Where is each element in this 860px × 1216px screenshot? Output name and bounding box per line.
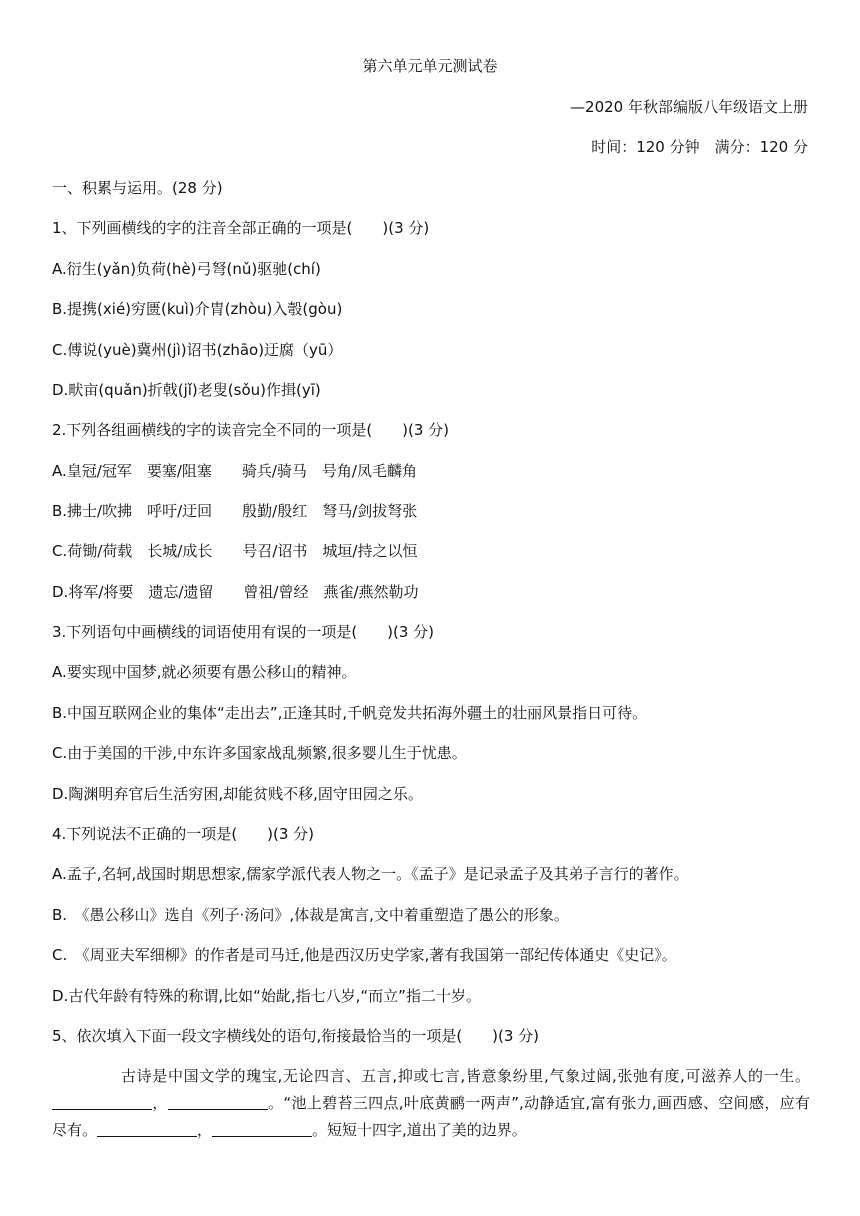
- q1-option-d: D.畎亩(quǎn)折戟(jǐ)老叟(sǒu)作揖(yī): [52, 381, 321, 399]
- q2-option-d: D.将军/将要 遗忘/遗留 曾祖/曾经 燕雀/燕然勒功: [52, 583, 419, 601]
- blank-4[interactable]: [212, 1122, 312, 1137]
- subtitle: —2020 年秋部编版八年级语文上册: [570, 98, 808, 116]
- q5-sep-2: ，: [197, 1121, 213, 1139]
- q2-option-c: C.荷锄/荷载 长城/成长 号召/诏书 城垣/持之以恒: [52, 542, 418, 560]
- time-info: 时间：120 分钟 满分：120 分: [591, 138, 808, 156]
- q4-option-b: B. 《愚公移山》选自《列子·汤问》,体裁是寓言,文中着重塑造了愚公的形象。: [52, 906, 569, 924]
- q3-option-a: A.要实现中国梦,就必须要有愚公移山的精神。: [52, 663, 357, 681]
- page-title: 第六单元单元测试卷: [362, 57, 498, 75]
- q2-option-a: A.皇冠/冠军 要塞/阻塞 骑兵/骑马 号角/凤毛麟角: [52, 462, 417, 480]
- q4-stem: 4.下列说法不正确的一项是( )(3 分): [52, 825, 315, 843]
- q5-passage: [52, 1063, 810, 1144]
- q5-passage-part2: 。“池上碧苔三四点,叶底黄鹂一两声”,动静适宜,富有张力,画西感、空间感，应有尽有。: [52, 1094, 810, 1139]
- q3-option-b: B.中国互联网企业的集体“走出去”,正逢其时,千帆竞发共拓海外疆土的壮丽风景指日可待。: [52, 704, 648, 722]
- q1-option-a: A.衍生(yǎn)负荷(hè)弓弩(nǔ)驱驰(chí): [52, 260, 321, 278]
- q2-option-b: B.拂士/吹拂 呼吁/迂回 殷勤/殷红 弩马/剑拔弩张: [52, 502, 418, 520]
- q1-stem: 1、下列画横线的字的注音全部正确的一项是( )(3 分): [52, 219, 430, 237]
- blank-1[interactable]: [52, 1095, 152, 1110]
- q3-stem: 3.下列语句中画横线的词语使用有误的一项是( )(3 分): [52, 623, 435, 641]
- blank-3[interactable]: [97, 1122, 197, 1137]
- section-heading: 一、积累与运用。(28 分): [52, 179, 223, 197]
- q4-option-a: A.孟子,名轲,战国时期思想家,儒家学派代表人物之一。《孟子》是记录孟子及其弟子言行的著作。: [52, 865, 689, 883]
- q5-sep-1: ，: [152, 1094, 168, 1112]
- q1-option-b: B.提携(xié)穷匮(kuì)介胄(zhòu)入彀(gòu): [52, 300, 343, 318]
- q2-stem: 2.下列各组画横线的字的读音完全不同的一项是( )(3 分): [52, 421, 450, 439]
- q5-stem: 5、依次填入下面一段文字横线处的语句,衔接最恰当的一项是( )(3 分): [52, 1027, 540, 1045]
- blank-2[interactable]: [168, 1095, 268, 1110]
- q5-passage-part1: 古诗是中国文学的瑰宝,无论四言、五言,抑或七言,皆意象纷里,气象过阔,张弛有度,可滋养人的一生。: [121, 1067, 810, 1085]
- q4-option-d: D.古代年龄有特殊的称谓,比如“始龀,指七八岁,“而立”指二十岁。: [52, 987, 481, 1005]
- q3-option-c: C.由于美国的干涉,中东许多国家战乱频繁,很多婴儿生于忧患。: [52, 744, 467, 762]
- q5-passage-part3: 。短短十四字,道出了美的边界。: [312, 1121, 527, 1139]
- q3-option-d: D.陶渊明弃官后生活穷困,却能贫贱不移,固守田园之乐。: [52, 785, 423, 803]
- q4-option-c: C. 《周亚夫军细柳》的作者是司马迁,他是西汉历史学家,著有我国第一部纪传体通史《史记》。: [52, 946, 677, 964]
- q1-option-c: C.傅说(yuè)冀州(jì)诏书(zhāo)迂腐（yū）: [52, 341, 343, 359]
